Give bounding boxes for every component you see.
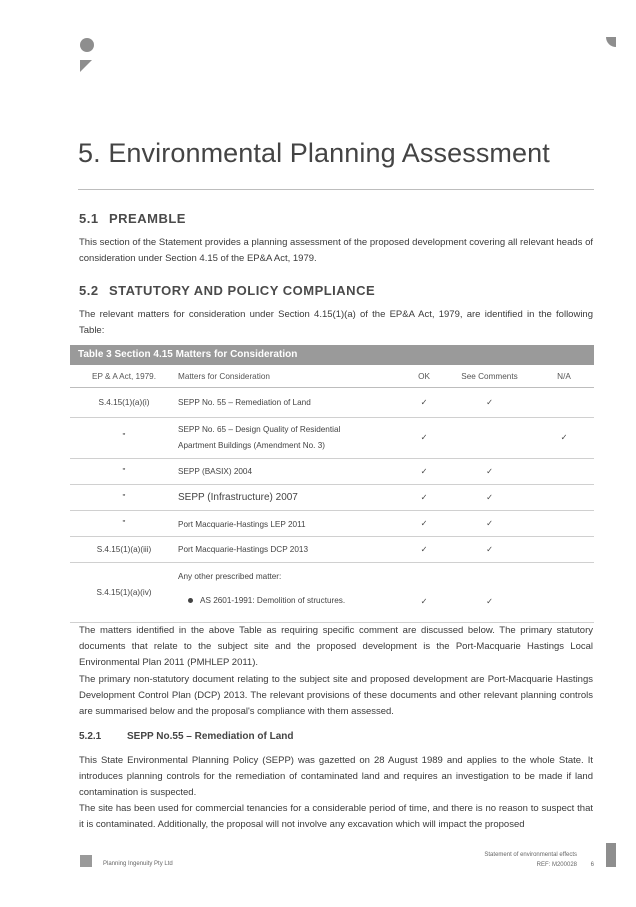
logo-dot-icon (80, 38, 94, 52)
cell-act: " (122, 432, 126, 441)
check-comments-icon: ✓ (486, 467, 493, 476)
cell-matter-line1: SEPP No. 65 – Design Quality of Residential (178, 425, 341, 434)
cell-matter-line2: Apartment Buildings (Amendment No. 3) (178, 441, 325, 450)
cell-matter: SEPP (Infrastructure) 2007 (178, 492, 298, 503)
cell-act: S.4.15(1)(a)(iv) (96, 588, 152, 597)
footer-company: Planning Ingenuity Pty Ltd (103, 861, 173, 867)
site-history-paragraph: The site has been used for commercial tenancies for a considerable period of time, and there is no reason to suspect that it is contaminated. Additionally, the proposal will not involve any excavation which will impact the proposed (79, 803, 593, 830)
table-row (70, 418, 594, 459)
cell-act: S.4.15(1)(a)(i) (98, 398, 150, 407)
title-divider (78, 189, 594, 190)
page-title: 5. Environmental Planning Assessment (78, 138, 550, 168)
check-comments-icon: ✓ (486, 493, 493, 502)
check-comments-icon: ✓ (486, 398, 493, 407)
check-comments-icon: ✓ (486, 597, 493, 606)
bullet-icon (188, 598, 193, 603)
section-heading-preamble: 5.1 PREAMBLE (79, 211, 186, 226)
cell-matter-bullet-item: AS 2601-1991: Demolition of structures. (178, 596, 403, 605)
subsection-heading-sepp55: 5.2.1 SEPP No.55 – Remediation of Land (79, 731, 294, 742)
cell-matter: Port Macquarie-Hastings DCP 2013 (178, 545, 309, 554)
header-na: N/A (557, 372, 571, 381)
non-statutory-paragraph: The primary non-statutory document relating to the subject site and proposed development are Port-Macquarie Hastings Development Control Plan (DCP) 2013. The relevant provisions of these documents and other relevant planning controls are summarised below and the proposal's compliance with them assessed. (79, 674, 593, 717)
cell-matter: SEPP No. 55 – Remediation of Land (178, 398, 311, 407)
cell-matter-line1: Any other prescribed matter: (178, 572, 282, 581)
cell-act: S.4.15(1)(a)(iii) (96, 545, 152, 554)
check-ok-icon: ✓ (420, 519, 428, 528)
table-header-row (70, 365, 594, 388)
table-row (70, 537, 594, 563)
header-matters: Matters for Consideration (178, 372, 270, 381)
footer-doc-title: Statement of environmental effects (484, 852, 577, 858)
header-act: EP & A Act, 1979. (91, 372, 157, 381)
footer-square-icon (80, 855, 92, 867)
table-row (70, 485, 594, 511)
check-ok-icon: ✓ (420, 433, 428, 442)
matters-table (70, 345, 594, 623)
footer-page-number: 6 (590, 862, 594, 868)
table-row (70, 388, 594, 418)
cell-act: " (122, 467, 126, 476)
logo-triangle-icon (80, 60, 92, 72)
check-comments-icon: ✓ (486, 519, 493, 528)
footer-ref: REF: M200028 (536, 862, 577, 868)
matters-paragraph: The matters identified in the above Table as requiring specific comment are discussed below. The primary statutory documents that relate to the subject site and the proposed development is the Port-Macquarie Hastings Local Environmental Plan 2011 (PMHLEP 2011). (79, 625, 593, 668)
cell-act: " (122, 519, 126, 528)
check-ok-icon: ✓ (420, 493, 428, 502)
check-na-icon: ✓ (560, 433, 568, 442)
compliance-paragraph: The relevant matters for consideration under Section 4.15(1)(a) of the EP&A Act, 1979, are identified in the following Table: (79, 309, 593, 336)
check-ok-icon: ✓ (420, 398, 428, 407)
corner-decoration-icon (606, 37, 616, 47)
table-row (70, 563, 594, 623)
table-title: Table 3 Section 4.15 Matters for Consideration (70, 345, 594, 365)
check-ok-icon: ✓ (420, 467, 428, 476)
header-comments: See Comments (461, 372, 518, 381)
check-ok-icon: ✓ (420, 545, 428, 554)
table-row (70, 459, 594, 485)
table-row (70, 511, 594, 537)
preamble-paragraph: This section of the Statement provides a planning assessment of the proposed development covering all relevant heads of consideration under Section 4.15 of the EP&A Act, 1979. (79, 237, 593, 264)
section-heading-compliance: 5.2 STATUTORY AND POLICY COMPLIANCE (79, 283, 376, 298)
check-ok-icon: ✓ (420, 597, 428, 606)
cell-matter: SEPP (BASIX) 2004 (178, 467, 253, 476)
cell-act: " (122, 493, 126, 502)
sepp55-paragraph: This State Environmental Planning Policy (SEPP) was gazetted on 28 August 1989 and applies to the whole State. It introduces planning controls for the remediation of contaminated land and requires an investigation to be made if land contamination is suspected. (79, 755, 593, 798)
header-ok: OK (418, 372, 430, 381)
cell-matter: Port Macquarie-Hastings LEP 2011 (178, 520, 306, 529)
footer-bar-icon (606, 843, 616, 867)
check-comments-icon: ✓ (486, 545, 493, 554)
